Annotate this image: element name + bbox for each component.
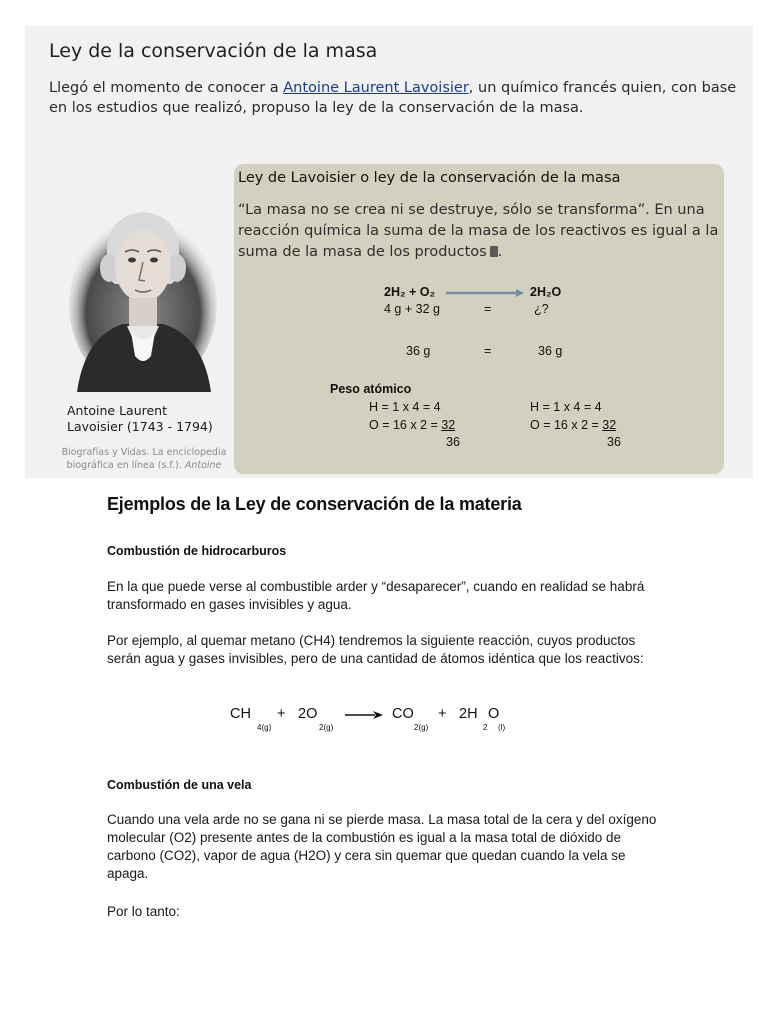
caption-line-1: Antoine Laurent bbox=[67, 403, 168, 418]
section-candle-p1: Cuando una vela arde no se gana ni se pierde masa. La masa total de la cera y del oxígeno molecular (O2) presente antes de la combustión es igual a la masa total de dióxido de carbono (CO2), vapor de agua (H2O) y cera sin quemar que quedan cuando la vela se apaga. bbox=[107, 812, 657, 881]
lavoisier-link[interactable]: Antoine Laurent Lavoisier bbox=[283, 80, 469, 96]
law-quote-text: “La masa no se crea ni se destruye, sólo se transforma”. En una reacción química la suma de la masa de los reactivos es igual a la suma de la masa de los productos bbox=[238, 202, 719, 260]
oxygen-calc-prefix: O = 16 x 2 = bbox=[369, 418, 442, 432]
panel-title: Ley de la conservación de la masa bbox=[49, 40, 378, 62]
reaction-co-sub: 2(g) bbox=[414, 723, 429, 732]
portrait-caption bbox=[67, 403, 213, 435]
sum-value-right: 36 bbox=[607, 435, 621, 449]
reaction-arrow-icon bbox=[446, 288, 524, 298]
equals-sign: = bbox=[484, 344, 492, 358]
oxygen-calc-right bbox=[530, 418, 616, 432]
oxygen-calc-value: 32 bbox=[441, 418, 456, 432]
law-quote-end: . bbox=[497, 244, 503, 260]
section-hydrocarbons-p2: Por ejemplo, al quemar metano (CH4) tendremos la siguiente reacción, cuyos productos serán agua y gases invisibles, pero de una cantidad de átomos idéntica que los reactivos: bbox=[107, 633, 644, 666]
oxygen-calc-right-prefix: O = 16 x 2 = bbox=[530, 418, 603, 432]
reaction-o2: 2O bbox=[298, 706, 318, 722]
examples-title: Ejemplos de la Ley de conservación de la materia bbox=[107, 494, 522, 514]
reaction-ch: CH bbox=[230, 706, 251, 722]
sum-value: 36 bbox=[446, 435, 460, 449]
reaction-reactants: 2H₂ + O₂ bbox=[384, 285, 436, 299]
methane-reaction bbox=[230, 706, 550, 738]
reaction-co: CO bbox=[392, 706, 414, 722]
reaction-product: 2H₂O bbox=[530, 285, 562, 299]
law-title: Ley de Lavoisier o ley de la conservación de la masa bbox=[238, 170, 621, 186]
reaction-o2-sub: 2(g) bbox=[319, 723, 334, 732]
reaction-o: O bbox=[488, 706, 500, 722]
section-candle-title: Combustión de una vela bbox=[107, 778, 252, 792]
reaction-h: 2H bbox=[459, 706, 478, 722]
source-line-2-italic: Antoine bbox=[184, 460, 222, 471]
lavoisier-panel bbox=[25, 26, 753, 478]
masses-product: ¿? bbox=[534, 302, 549, 316]
panel-intro bbox=[49, 78, 749, 118]
caption-line-2: Lavoisier (1743 - 1794) bbox=[67, 419, 213, 434]
document-icon[interactable] bbox=[490, 246, 498, 257]
law-box bbox=[234, 164, 724, 474]
portrait-source bbox=[59, 446, 229, 472]
reaction-ch-sub: 4(g) bbox=[257, 723, 272, 732]
section-hydrocarbons-p1: En la que puede verse al combustible arder y “desaparecer”, cuando en realidad se habrá transformado en gases invisibles y agua. bbox=[107, 579, 645, 612]
section-hydrocarbons-title: Combustión de hidrocarburos bbox=[107, 544, 287, 558]
intro-text-after: , un químico francés quien, con base en los estudios que realizó, propuso la ley de la conservación de la masa. bbox=[49, 80, 737, 116]
hydrogen-calc-right: H = 1 x 4 = 4 bbox=[530, 400, 602, 414]
lavoisier-portrait bbox=[67, 186, 219, 392]
oxygen-calc-right-value: 32 bbox=[602, 418, 617, 432]
reaction-arrow-icon bbox=[345, 710, 383, 720]
source-line-2: biográfica en línea (s.f.). bbox=[66, 460, 185, 471]
reaction-h-sub: 2 bbox=[483, 723, 488, 732]
total-reactants: 36 g bbox=[406, 344, 431, 358]
hydrogen-calc: H = 1 x 4 = 4 bbox=[369, 400, 441, 414]
reaction-o-sub: (l) bbox=[498, 723, 506, 732]
section-candle-p2: Por lo tanto: bbox=[107, 904, 180, 919]
oxygen-calc bbox=[369, 418, 455, 432]
reaction-plus-1: + bbox=[277, 706, 286, 722]
reaction-plus-2: + bbox=[438, 706, 447, 722]
masses-reactants: 4 g + 32 g bbox=[384, 302, 440, 316]
peso-atomico-label: Peso atómico bbox=[330, 382, 412, 396]
law-quote bbox=[238, 200, 722, 263]
equals-sign: = bbox=[484, 302, 492, 316]
total-product: 36 g bbox=[538, 344, 563, 358]
intro-text-before: Llegó el momento de conocer a bbox=[49, 80, 284, 96]
source-line-1: Biografías y Vidas. La enciclopedia bbox=[61, 447, 227, 458]
